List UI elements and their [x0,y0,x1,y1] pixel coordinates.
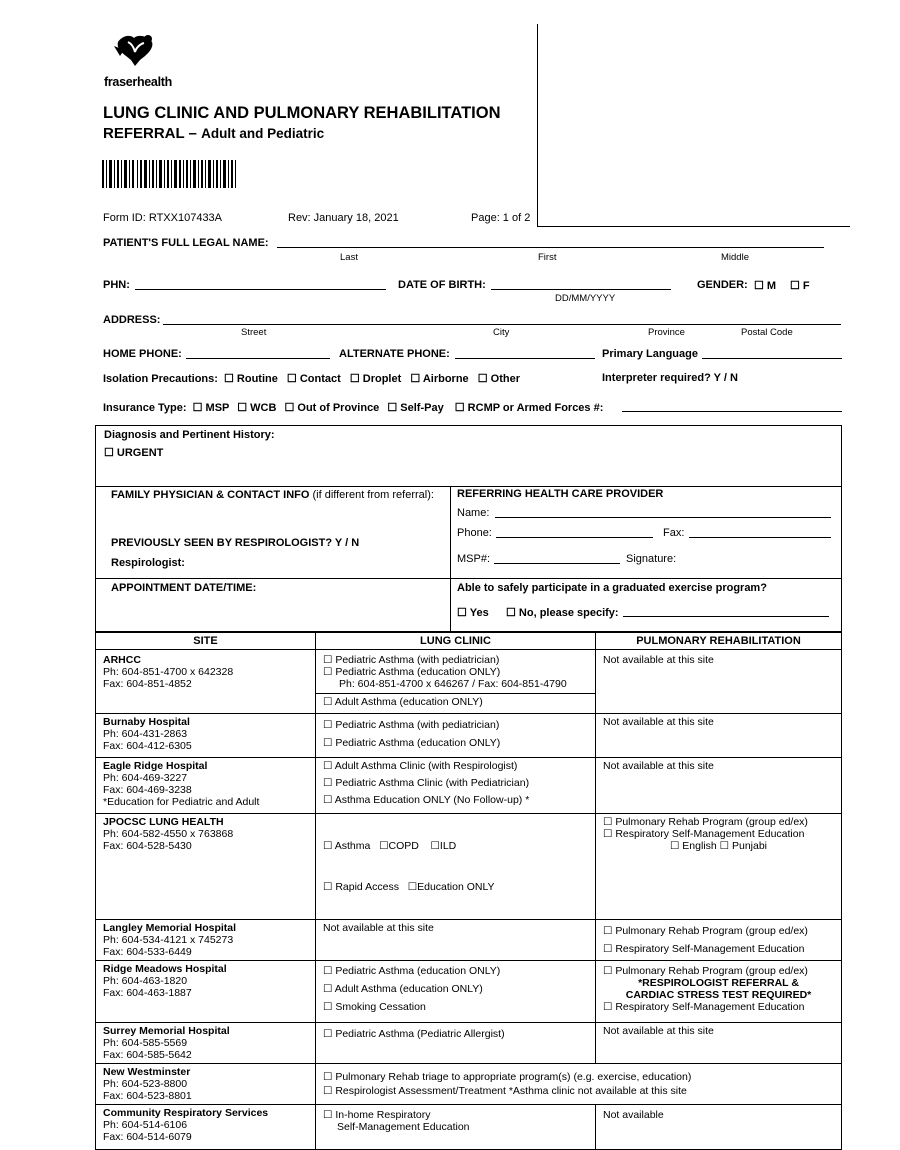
site-cell [96,1023,316,1064]
referring-provider-label: REFERRING HEALTH CARE PROVIDER [457,488,664,500]
subtitle-main: REFERRAL – [103,125,197,142]
lung-option[interactable]: ☐ Pediatric Asthma (with pediatrician) [323,654,500,666]
form-title: LUNG CLINIC AND PULMONARY REHABILITATION [103,104,501,122]
header-pulmonary-rehab: PULMONARY REHABILITATION [596,633,842,650]
site-fax: Fax: 604-533-6449 [103,946,192,958]
site-fax: Fax: 604-851-4852 [103,678,192,690]
pulm-rehab-cell [596,961,842,1023]
exercise-no-checkbox[interactable]: ☐ No, please specify: [506,607,619,619]
site-fax: Fax: 604-514-6079 [103,1131,192,1143]
language-label: Primary Language [602,348,698,360]
language-field[interactable] [702,358,842,359]
alt-phone-field[interactable] [455,358,595,359]
provider-fax-field[interactable] [689,537,831,538]
site-cell [96,961,316,1023]
pulm-rehab-cell [596,814,842,920]
form-subtitle [103,125,324,142]
lung-option[interactable]: ☐ Pediatric Asthma (education ONLY) [323,666,501,678]
first-label: First [538,252,557,263]
pulm-rehab-cell [596,1105,842,1150]
table-row [96,650,842,694]
form-rev: Rev: January 18, 2021 [288,212,399,224]
pulm-note: Not available at this site [603,654,714,666]
exercise-yes-checkbox[interactable]: ☐ Yes [457,607,489,619]
table-row [96,961,842,1023]
site-name: Eagle Ridge Hospital [103,760,208,772]
isolation-label: Isolation Precautions: [103,373,218,385]
pulm-rehab-cell [596,758,842,814]
lung-options[interactable]: ☐ Asthma ☐COPD ☐ILD [323,840,457,852]
barcode [102,160,236,191]
address-field[interactable] [163,324,841,325]
subtitle-sub: Adult and Pediatric [201,126,325,141]
pulm-option[interactable]: ☐ Respiratory Self-Management Education [603,828,805,840]
isolation-other[interactable]: ☐ Other [477,373,521,385]
family-physician-note: (if different from referral): [312,489,434,501]
family-physician-title: FAMILY PHYSICIAN & CONTACT INFO [111,489,310,501]
lung-option[interactable]: ☐ Adult Asthma (education ONLY) [323,696,483,708]
dob-format: DD/MM/YYYY [555,293,616,304]
provider-phone-label: Phone: [457,527,492,539]
lung-option[interactable]: ☐ Smoking Cessation [323,1001,426,1013]
last-label: Last [340,252,358,263]
lung-clinic-cell [316,1023,596,1064]
site-name: JPOCSC LUNG HEALTH [103,816,224,828]
insurance-label: Insurance Type: [103,402,187,414]
appointment-label: APPOINTMENT DATE/TIME: [111,582,257,594]
postal-label: Postal Code [741,327,793,338]
site-name: Surrey Memorial Hospital [103,1025,230,1037]
site-phone: Ph: 604-534-4121 x 745273 [103,934,234,946]
table-row [96,920,842,961]
diagnosis-label: Diagnosis and Pertinent History: [104,429,275,441]
service-option[interactable]: ☐ Respirologist Assessment/Treatment *Asthma clinic not available at this site [323,1085,687,1097]
site-phone: Ph: 604-585-5569 [103,1037,188,1049]
physician-provider-divider [450,486,451,632]
lung-clinic-cell [316,1105,596,1150]
table-row [96,1105,842,1150]
pulm-note: Not available at this site [603,1025,714,1037]
lung-clinic-cell [316,694,596,714]
table-row [96,714,842,758]
site-name: ARHCC [103,654,141,666]
site-phone: Ph: 604-514-6106 [103,1119,188,1131]
provider-msp-field[interactable] [494,563,620,564]
header-site: SITE [96,633,316,650]
site-name: New Westminster [103,1066,191,1078]
site-name: Langley Memorial Hospital [103,922,237,934]
site-fax: Fax: 604-469-3238 [103,784,192,796]
site-name: Burnaby Hospital [103,716,190,728]
province-label: Province [648,327,685,338]
lung-option[interactable]: ☐ Pediatric Asthma (Pediatric Allergist) [323,1028,505,1040]
pulm-rehab-cell [596,650,842,714]
site-cell [96,714,316,758]
lung-option-cont: Self-Management Education [337,1121,470,1133]
pulm-rehab-cell [596,714,842,758]
lung-option[interactable]: ☐ Adult Asthma (education ONLY) [323,983,483,995]
lung-clinic-cell [316,814,596,920]
lung-option[interactable]: ☐ Pediatric Asthma (education ONLY) [323,965,501,977]
pulm-rehab-cell [596,920,842,961]
provider-mid-rule [450,578,842,579]
provider-phone-field[interactable] [496,537,653,538]
pulm-requirement: *RESPIROLOGIST REFERRAL & [638,977,799,989]
dob-label: DATE OF BIRTH: [398,279,486,291]
site-phone: Ph: 604-463-1820 [103,975,188,987]
city-label: City [493,327,510,338]
pulm-option[interactable]: ☐ Respiratory Self-Management Education [603,943,805,955]
lung-options[interactable]: ☐ Rapid Access ☐Education ONLY [323,881,495,893]
phn-label: PHN: [103,279,130,291]
logo-figure-icon [104,34,174,70]
insurance-row [103,401,603,414]
site-cell [96,758,316,814]
provider-name-field[interactable] [495,517,831,518]
urgent-checkbox[interactable]: ☐ URGENT [104,447,164,459]
lung-clinic-cell [316,650,596,694]
lung-option[interactable]: ☐ Adult Asthma Clinic (with Respirologist) [323,760,518,772]
home-phone-label: HOME PHONE: [103,348,182,360]
site-phone: Ph: 604-431-2863 [103,728,188,740]
table-row [96,758,842,814]
form-id: Form ID: RTXX107433A [103,212,223,224]
middle-label: Middle [721,252,749,263]
lung-option[interactable]: ☐ In-home Respiratory [323,1109,431,1121]
lung-clinic-cell [316,714,596,758]
site-fax: Fax: 604-585-5642 [103,1049,192,1061]
table-row [96,1023,842,1064]
lung-option[interactable]: ☐ Pediatric Asthma (with pediatrician) [323,719,500,731]
site-fax: Fax: 604-528-5430 [103,840,192,852]
table-header-row [96,633,842,650]
provider-fax-label: Fax: [663,527,685,539]
logo-text: fraserhealth [104,75,172,89]
lung-option[interactable]: ☐ Pediatric Asthma (education ONLY) [323,737,501,749]
gender-m-checkbox[interactable]: ☐ M [754,280,777,292]
isolation-row [103,372,520,385]
pulm-note: Not available at this site [603,760,714,772]
lung-clinic-cell [316,961,596,1023]
pulm-rehab-cell [596,1023,842,1064]
sites-table [95,632,842,1150]
table-row [96,814,842,920]
physician-mid-rule [95,578,450,579]
provider-msp-label: MSP#: [457,553,491,565]
insurance-msp[interactable]: ☐ MSP [192,402,230,414]
table-row [96,1064,842,1105]
exercise-question: Able to safely participate in a graduated exercise program? [457,582,767,594]
gender-label: GENDER: [697,279,748,291]
pulm-option[interactable]: ☐ Pulmonary Rehab Program (group ed/ex) [603,816,808,828]
form-page: Page: 1 of 2 [471,212,531,224]
site-fax: Fax: 604-412-6305 [103,740,192,752]
previously-seen-label: PREVIOUSLY SEEN BY RESPIROLOGIST? Y / N [111,537,360,549]
site-cell [96,1064,316,1105]
gender-f-checkbox[interactable]: ☐ F [790,280,810,292]
insurance-rcmp[interactable]: ☐ RCMP or Armed Forces #: [454,402,604,414]
dob-field[interactable] [491,289,671,290]
lung-option[interactable]: ☐ Pediatric Asthma Clinic (with Pediatrician) [323,777,530,789]
respirologist-label: Respirologist: [111,557,185,569]
header-rule [537,226,850,227]
header-lung-clinic: LUNG CLINIC [316,633,596,650]
site-fax: Fax: 604-463-1887 [103,987,192,999]
home-phone-field[interactable] [186,358,330,359]
isolation-contact[interactable]: ☐ Contact [286,373,341,385]
lung-clinic-cell [316,920,596,961]
pulm-requirement: CARDIAC STRESS TEST REQUIRED* [625,989,812,1001]
lung-note: Not available at this site [323,922,434,934]
pulm-language-options[interactable]: ☐ English ☐ Punjabi [669,840,768,852]
pulm-note: Not available [603,1109,664,1121]
insurance-wcb[interactable]: ☐ WCB [237,402,277,414]
street-label: Street [241,327,267,338]
phn-field[interactable] [135,289,386,290]
site-fax: Fax: 604-523-8801 [103,1090,192,1102]
isolation-routine[interactable]: ☐ Routine [223,373,278,385]
site-phone: Ph: 604-523-8800 [103,1078,188,1090]
site-name: Community Respiratory Services [103,1107,269,1119]
address-label: ADDRESS: [103,314,161,326]
family-physician-label [111,489,434,501]
insurance-out-of-province[interactable]: ☐ Out of Province [284,402,380,414]
lung-option[interactable]: ☐ Asthma Education ONLY (No Follow-up) * [323,794,530,806]
provider-name-label: Name: [457,507,490,519]
site-cell [96,814,316,920]
fraserhealth-logo [104,34,174,88]
isolation-airborne[interactable]: ☐ Airborne [410,373,469,385]
rcmp-number-field[interactable] [622,411,842,412]
service-option[interactable]: ☐ Pulmonary Rehab triage to appropriate program(s) (e.g. exercise, education) [323,1071,692,1083]
pulm-note: Not available at this site [603,716,714,728]
site-note: *Education for Pediatric and Adult [103,796,260,808]
site-cell [96,650,316,714]
site-phone: Ph: 604-469-3227 [103,772,188,784]
alt-phone-label: ALTERNATE PHONE: [339,348,450,360]
exercise-specify-field[interactable] [623,616,829,617]
merged-service-cell [316,1064,842,1105]
insurance-self-pay[interactable]: ☐ Self-Pay [387,402,444,414]
pulm-option[interactable]: ☐ Pulmonary Rehab Program (group ed/ex) [603,925,808,937]
site-cell [96,920,316,961]
isolation-droplet[interactable]: ☐ Droplet [349,373,402,385]
patient-name-label: PATIENT'S FULL LEGAL NAME: [103,237,269,249]
lung-contact: Ph: 604-851-4700 x 646267 / Fax: 604-851-4790 [339,678,567,690]
patient-name-field[interactable] [277,247,824,248]
header-divider [537,24,538,227]
interpreter-label: Interpreter required? Y / N [602,372,738,384]
provider-signature-label: Signature: [626,553,677,565]
diagnosis-section [95,425,842,487]
lung-clinic-cell [316,758,596,814]
pulm-option[interactable]: ☐ Pulmonary Rehab Program (group ed/ex) [603,965,808,977]
pulm-option[interactable]: ☐ Respiratory Self-Management Education [603,1001,805,1013]
site-cell [96,1105,316,1150]
site-phone: Ph: 604-582-4550 x 763868 [103,828,234,840]
site-phone: Ph: 604-851-4700 x 642328 [103,666,234,678]
site-name: Ridge Meadows Hospital [103,963,227,975]
